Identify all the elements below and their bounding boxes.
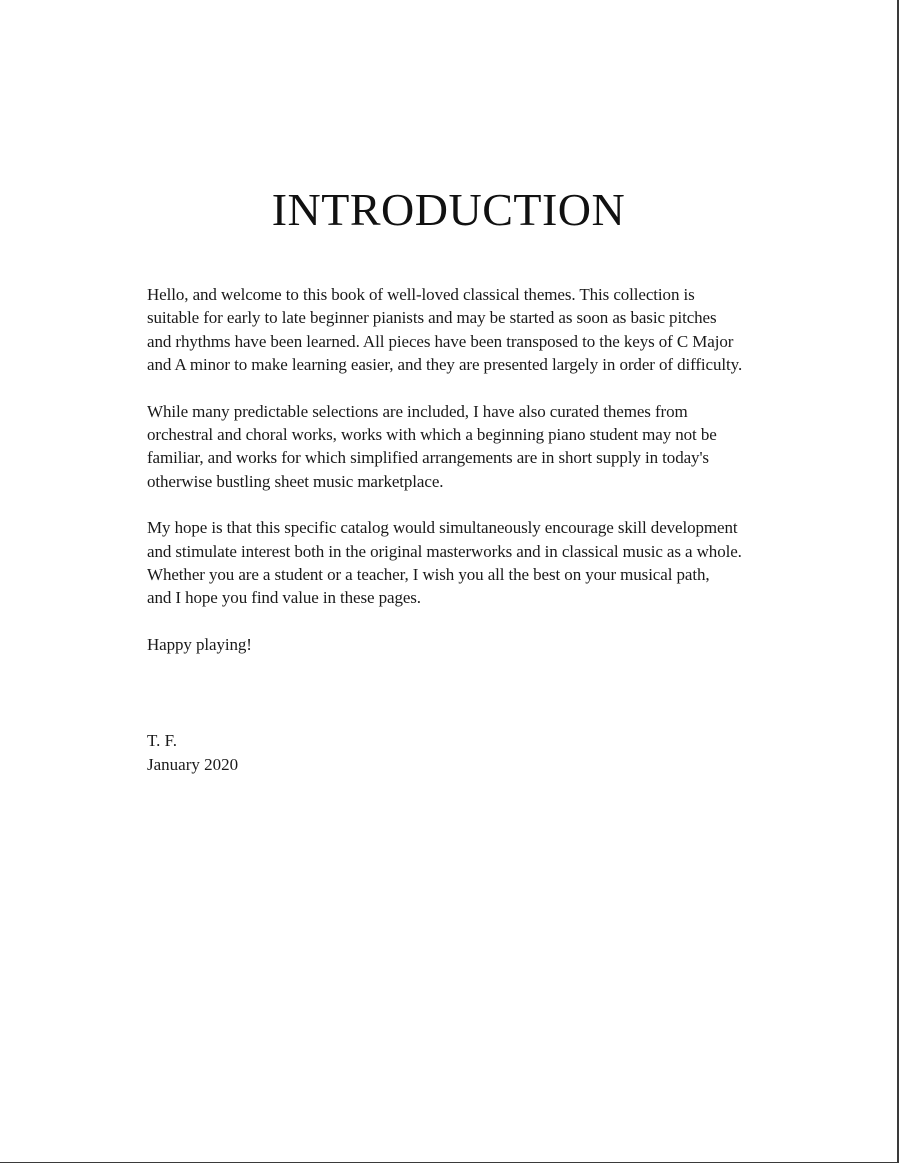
author-initials: T. F. (147, 731, 177, 750)
paragraph-line: and rhythms have been learned. All pieces have been transposed to the keys of C Major (147, 331, 734, 351)
paragraph-1 (147, 283, 817, 377)
paragraph-line: orchestral and choral works, works with which a beginning piano student may not be (147, 425, 717, 445)
introduction-body (147, 283, 817, 656)
signature-date: January 2020 (147, 755, 239, 774)
paragraph-line: Whether you are a student or a teacher, I wish you all the best on your musical path, (147, 565, 710, 585)
paragraph-line: While many predictable selections are included, I have also curated themes from (147, 401, 688, 421)
paragraph-line: My hope is that this specific catalog would simultaneously encourage skill development (147, 518, 738, 538)
paragraph-2 (147, 400, 817, 494)
paragraph-line: Hello, and welcome to this book of well-loved classical themes. This collection is (147, 285, 695, 304)
page-title: INTRODUCTION (271, 184, 626, 235)
paragraph-line: and I hope you find value in these pages. (147, 588, 421, 608)
paragraph-line: and stimulate interest both in the original masterworks and in classical music as a whole. (147, 541, 742, 561)
paragraph-line: otherwise bustling sheet music marketplace. (147, 471, 444, 491)
closing-line: Happy playing! (147, 634, 252, 654)
paragraph-line: familiar, and works for which simplified arrangements are in short supply in today's (147, 448, 709, 468)
signature-block (147, 729, 238, 777)
paragraph-3 (147, 516, 817, 610)
paragraph-line: suitable for early to late beginner pianists and may be started as soon as basic pitches (147, 308, 717, 328)
paragraph-line: and A minor to make learning easier, and they are presented largely in order of difficulty. (147, 355, 743, 375)
